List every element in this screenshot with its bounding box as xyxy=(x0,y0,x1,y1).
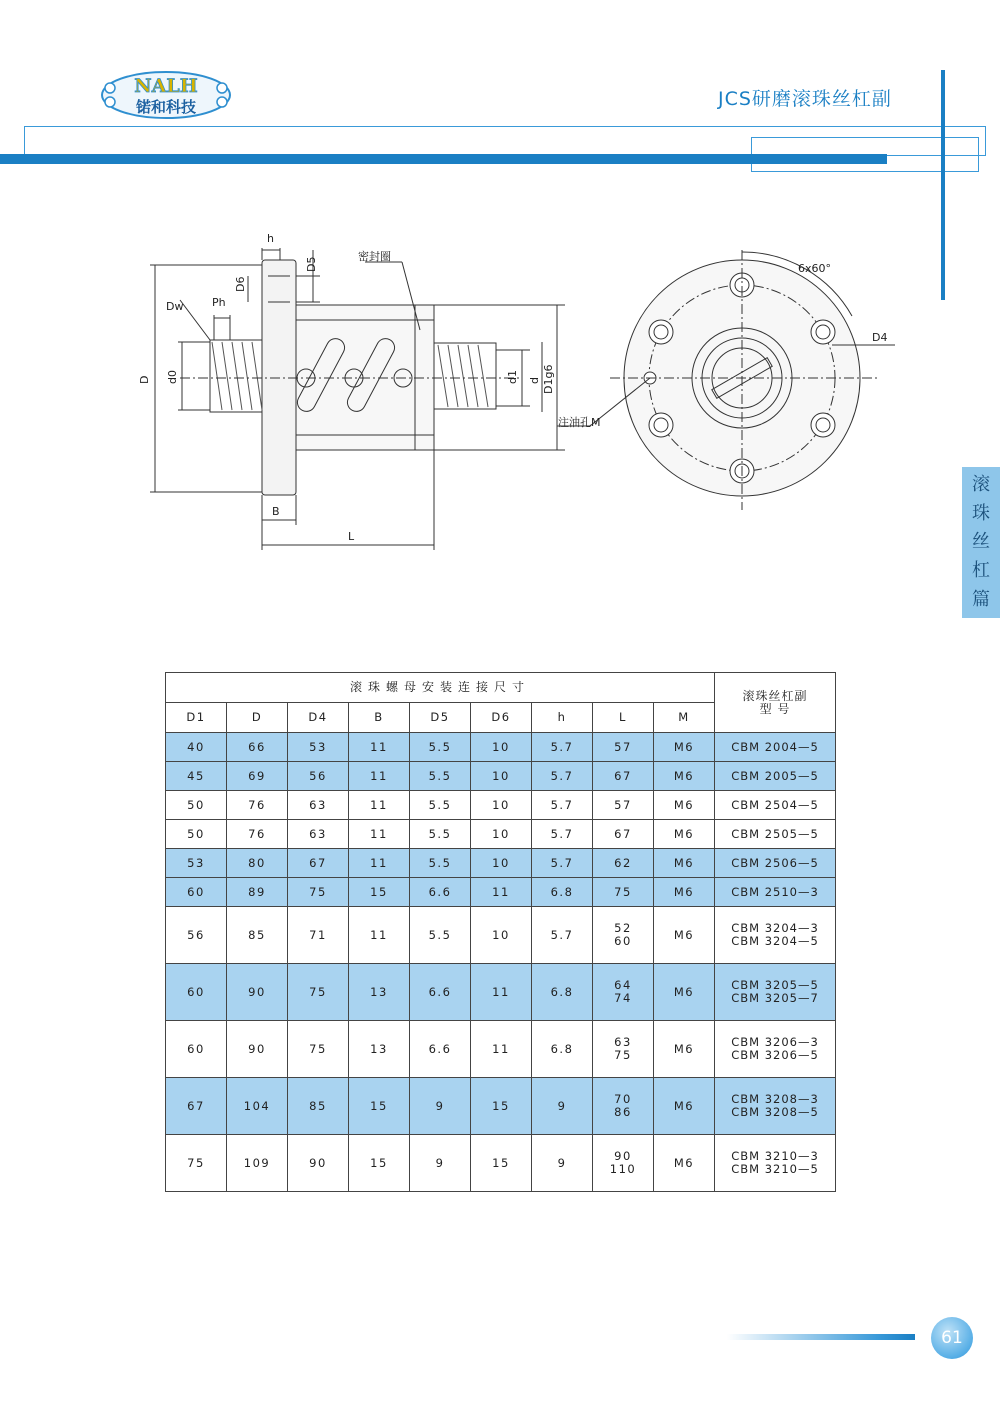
cell-M: M6 xyxy=(654,733,715,762)
cell-D: 104 xyxy=(227,1078,288,1135)
model-number: CBM 3206—5 xyxy=(731,1048,819,1062)
footer-bar xyxy=(727,1334,915,1340)
cell-D: 90 xyxy=(227,964,288,1021)
model-number: CBM 3204—5 xyxy=(731,934,819,948)
cell-B: 11 xyxy=(349,849,410,878)
cell-D6: 15 xyxy=(471,1135,532,1192)
label-h: h xyxy=(267,232,274,245)
cell-L xyxy=(593,1021,654,1078)
cell-h: 6.8 xyxy=(532,878,593,907)
cell-model xyxy=(715,1135,836,1192)
model-number: CBM 3210—3 xyxy=(731,1149,819,1163)
model-number: CBM 3210—5 xyxy=(731,1162,819,1176)
cell-D4: 90 xyxy=(288,1135,349,1192)
cell-L-value: 64 xyxy=(614,978,632,992)
cell-D6: 11 xyxy=(471,1021,532,1078)
cell-D5: 9 xyxy=(410,1135,471,1192)
model-number: CBM 3204—3 xyxy=(731,921,819,935)
table-row xyxy=(166,1135,836,1192)
side-tab-char: 滚 xyxy=(972,474,990,496)
cell-L xyxy=(593,791,654,820)
cell-D6: 10 xyxy=(471,849,532,878)
cell-D4: 56 xyxy=(288,762,349,791)
label-B: B xyxy=(272,505,280,518)
table-row xyxy=(166,733,836,762)
table-row xyxy=(166,964,836,1021)
cell-h: 5.7 xyxy=(532,907,593,964)
cell-h: 9 xyxy=(532,1135,593,1192)
model-number: CBM 3208—3 xyxy=(731,1092,819,1106)
cell-D5: 5.5 xyxy=(410,762,471,791)
cell-M: M6 xyxy=(654,849,715,878)
model-number: CBM 3206—3 xyxy=(731,1035,819,1049)
side-tab-char: 丝 xyxy=(972,531,990,553)
cell-D5: 9 xyxy=(410,1078,471,1135)
cell-h: 6.8 xyxy=(532,1021,593,1078)
cell-D4: 75 xyxy=(288,878,349,907)
label-Ph: Ph xyxy=(212,296,226,309)
cell-M: M6 xyxy=(654,1021,715,1078)
label-L: L xyxy=(348,530,355,543)
model-number: CBM 2506—5 xyxy=(731,855,819,870)
cell-D4: 71 xyxy=(288,907,349,964)
cell-h: 5.7 xyxy=(532,762,593,791)
cell-L xyxy=(593,1078,654,1135)
label-D6: D6 xyxy=(234,276,247,292)
cell-M: M6 xyxy=(654,762,715,791)
cell-D5: 6.6 xyxy=(410,878,471,907)
cell-h: 5.7 xyxy=(532,849,593,878)
cell-L-value: 67 xyxy=(614,826,632,841)
cell-D4: 67 xyxy=(288,849,349,878)
cell-D6: 10 xyxy=(471,762,532,791)
cell-D1: 75 xyxy=(166,1135,227,1192)
cell-L xyxy=(593,964,654,1021)
label-seal: 密封圈 xyxy=(358,250,391,263)
model-number: CBM 2505—5 xyxy=(731,826,819,841)
label-d: d xyxy=(528,377,541,384)
model-number: CBM 2004—5 xyxy=(731,739,819,754)
cell-D5: 5.5 xyxy=(410,849,471,878)
section-side-tab xyxy=(962,467,1000,618)
cell-D1: 60 xyxy=(166,1021,227,1078)
cell-D1: 60 xyxy=(166,964,227,1021)
model-header-line1: 滚珠丝杠副 xyxy=(742,688,808,703)
table-row xyxy=(166,1021,836,1078)
cell-D4: 63 xyxy=(288,820,349,849)
cell-L xyxy=(593,733,654,762)
cell-B: 15 xyxy=(349,878,410,907)
label-D1g6: D1g6 xyxy=(542,364,555,394)
cell-D: 85 xyxy=(227,907,288,964)
cell-D1: 67 xyxy=(166,1078,227,1135)
cell-model xyxy=(715,878,836,907)
cell-L-value: 90 xyxy=(614,1149,632,1163)
cell-model xyxy=(715,733,836,762)
cell-L-value: 75 xyxy=(614,884,632,899)
cell-h: 6.8 xyxy=(532,964,593,1021)
table-row xyxy=(166,878,836,907)
table-title: 滚珠螺母安装连接尺寸 xyxy=(166,673,715,703)
cell-M: M6 xyxy=(654,907,715,964)
cell-L xyxy=(593,878,654,907)
cell-L-value: 57 xyxy=(614,797,632,812)
cell-D: 80 xyxy=(227,849,288,878)
label-d1: d1 xyxy=(506,370,519,384)
cell-D: 90 xyxy=(227,1021,288,1078)
cell-model xyxy=(715,762,836,791)
model-number: CBM 3208—5 xyxy=(731,1105,819,1119)
cell-D1: 56 xyxy=(166,907,227,964)
cell-B: 15 xyxy=(349,1135,410,1192)
cell-B: 11 xyxy=(349,762,410,791)
cell-B: 11 xyxy=(349,820,410,849)
label-d0: d0 xyxy=(166,370,179,384)
cell-D: 76 xyxy=(227,820,288,849)
cell-D: 66 xyxy=(227,733,288,762)
cell-h: 5.7 xyxy=(532,733,593,762)
table-row xyxy=(166,791,836,820)
column-header: D6 xyxy=(471,703,532,733)
ball-nut-drawing xyxy=(120,220,920,560)
cell-D: 89 xyxy=(227,878,288,907)
cell-D4: 75 xyxy=(288,1021,349,1078)
cell-D5: 5.5 xyxy=(410,791,471,820)
cell-model xyxy=(715,1078,836,1135)
column-header: h xyxy=(532,703,593,733)
cell-L-value: 62 xyxy=(614,855,632,870)
cell-B: 15 xyxy=(349,1078,410,1135)
model-header-line2: 型 号 xyxy=(759,701,791,716)
side-tab-char: 篇 xyxy=(972,588,990,610)
cell-D6: 11 xyxy=(471,964,532,1021)
model-number: CBM 3205—7 xyxy=(731,991,819,1005)
cell-D1: 53 xyxy=(166,849,227,878)
cell-D6: 11 xyxy=(471,878,532,907)
cell-D6: 10 xyxy=(471,907,532,964)
cell-model xyxy=(715,820,836,849)
cell-L-value: 75 xyxy=(614,1048,632,1062)
cell-M: M6 xyxy=(654,820,715,849)
cell-M: M6 xyxy=(654,878,715,907)
cell-D1: 45 xyxy=(166,762,227,791)
cell-h: 9 xyxy=(532,1078,593,1135)
cell-D1: 60 xyxy=(166,878,227,907)
cell-D1: 40 xyxy=(166,733,227,762)
label-D: D xyxy=(138,375,151,384)
cell-model xyxy=(715,791,836,820)
page-number: 61 xyxy=(931,1317,973,1359)
cell-B: 11 xyxy=(349,907,410,964)
table-row xyxy=(166,820,836,849)
cell-L xyxy=(593,762,654,791)
side-tab-char: 杠 xyxy=(972,560,990,582)
cell-B: 13 xyxy=(349,964,410,1021)
cell-L-value: 86 xyxy=(614,1105,632,1119)
cell-D5: 5.5 xyxy=(410,820,471,849)
cell-D5: 6.6 xyxy=(410,1021,471,1078)
cell-B: 11 xyxy=(349,791,410,820)
column-header: D xyxy=(227,703,288,733)
label-angle: 6x60° xyxy=(798,262,832,275)
cell-model xyxy=(715,964,836,1021)
column-header: B xyxy=(349,703,410,733)
cell-D: 76 xyxy=(227,791,288,820)
cell-L-value: 110 xyxy=(609,1162,637,1176)
cell-L-value: 63 xyxy=(614,1035,632,1049)
cell-L-value: 74 xyxy=(614,991,632,1005)
model-number: CBM 2005—5 xyxy=(731,768,819,783)
cell-L xyxy=(593,1135,654,1192)
cell-h: 5.7 xyxy=(532,820,593,849)
table-row xyxy=(166,849,836,878)
logo-latin-text: NALH xyxy=(134,75,198,97)
table-row xyxy=(166,1078,836,1135)
model-number: CBM 2510—3 xyxy=(731,884,819,899)
cell-D: 69 xyxy=(227,762,288,791)
cell-L xyxy=(593,820,654,849)
cell-D4: 85 xyxy=(288,1078,349,1135)
cell-L-value: 67 xyxy=(614,768,632,783)
cell-D6: 10 xyxy=(471,733,532,762)
cell-D4: 53 xyxy=(288,733,349,762)
page-title: JCS研磨滚珠丝杠副 xyxy=(718,88,892,110)
column-header: M xyxy=(654,703,715,733)
cell-model xyxy=(715,907,836,964)
cell-D4: 63 xyxy=(288,791,349,820)
column-header: L xyxy=(593,703,654,733)
cell-L xyxy=(593,907,654,964)
cell-B: 11 xyxy=(349,733,410,762)
cell-L-value: 57 xyxy=(614,739,632,754)
cell-D6: 10 xyxy=(471,820,532,849)
company-logo xyxy=(100,70,232,120)
table-row xyxy=(166,762,836,791)
header-bar xyxy=(0,154,887,164)
cell-L-value: 70 xyxy=(614,1092,632,1106)
cell-model xyxy=(715,1021,836,1078)
cell-D1: 50 xyxy=(166,791,227,820)
column-header: D4 xyxy=(288,703,349,733)
cell-h: 5.7 xyxy=(532,791,593,820)
model-number: CBM 2504—5 xyxy=(731,797,819,812)
column-header: D5 xyxy=(410,703,471,733)
side-tab-char: 珠 xyxy=(972,502,990,524)
label-oil-hole: 注油孔M xyxy=(558,416,601,429)
cell-L-value: 60 xyxy=(614,934,632,948)
cell-L-value: 52 xyxy=(614,921,632,935)
cell-D5: 6.6 xyxy=(410,964,471,1021)
cell-D5: 5.5 xyxy=(410,907,471,964)
cell-D6: 15 xyxy=(471,1078,532,1135)
cell-D4: 75 xyxy=(288,964,349,1021)
label-Dw: Dw xyxy=(166,300,184,313)
cell-D5: 5.5 xyxy=(410,733,471,762)
cell-B: 13 xyxy=(349,1021,410,1078)
cell-model xyxy=(715,849,836,878)
logo-cn-text: 锘和科技 xyxy=(135,98,197,116)
cell-D: 109 xyxy=(227,1135,288,1192)
model-column-header xyxy=(715,673,836,733)
model-number: CBM 3205—5 xyxy=(731,978,819,992)
label-D5: D5 xyxy=(305,256,318,272)
cell-D6: 10 xyxy=(471,791,532,820)
cell-M: M6 xyxy=(654,1135,715,1192)
column-header: D1 xyxy=(166,703,227,733)
cell-M: M6 xyxy=(654,964,715,1021)
table-row xyxy=(166,907,836,964)
cell-M: M6 xyxy=(654,1078,715,1135)
label-D4: D4 xyxy=(872,331,888,344)
cell-L xyxy=(593,849,654,878)
cell-D1: 50 xyxy=(166,820,227,849)
spec-table xyxy=(165,672,836,1192)
cell-M: M6 xyxy=(654,791,715,820)
header-vertical-line xyxy=(941,70,945,300)
